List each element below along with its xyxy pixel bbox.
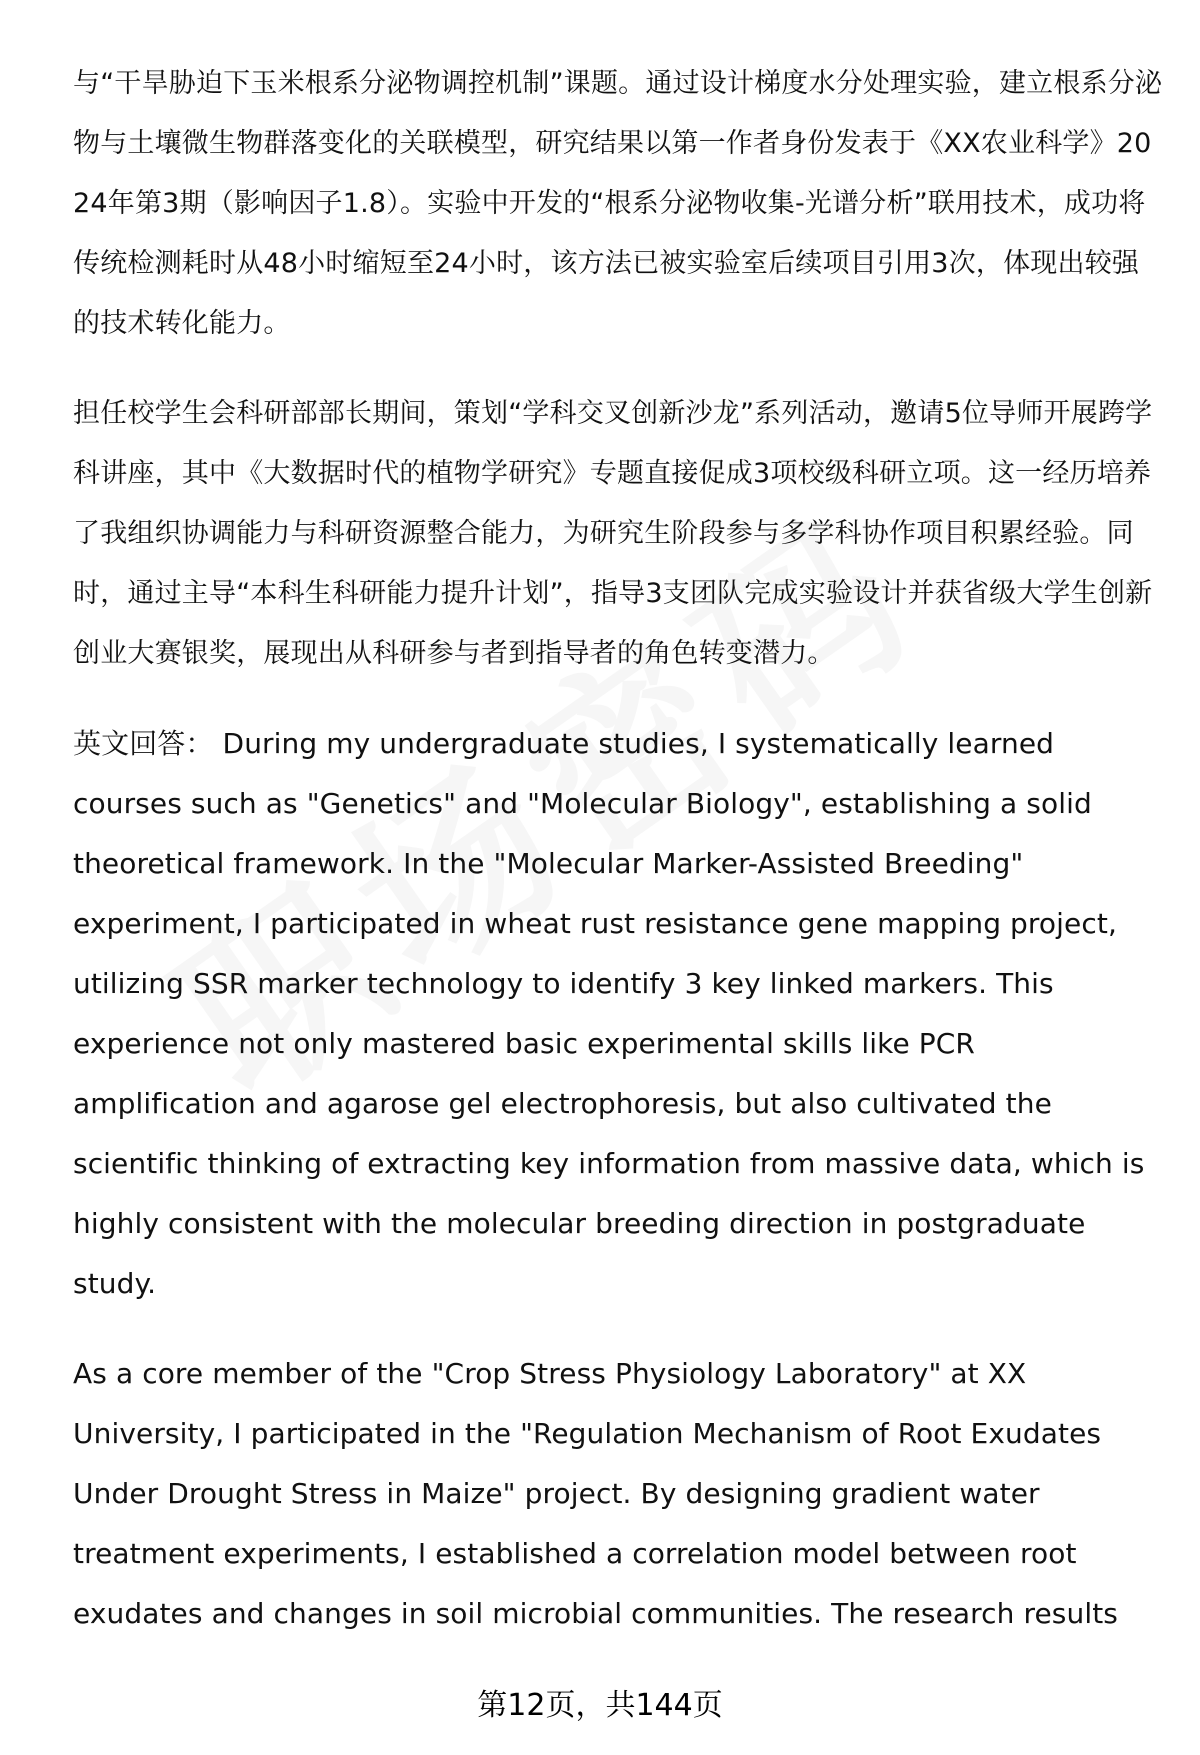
page-content	[73, 54, 1163, 1644]
page-footer	[0, 1686, 1200, 1726]
paragraph-cn-research: 与“干旱胁迫下玉米根系分泌物调控机制”课题。通过设计梯度水分处理实验，建立根系分泌物与土壤微生物群落变化的关联模型，研究结果以第一作者身份发表于《XX农业科学》2024年第3期（影响因子1.8）。实验中开发的“根系分泌物收集-光谱分析”联用技术，成功将传统检测耗时从48小时缩短至24小时，该方法已被实验室后续项目引用3次，体现出较强的技术转化能力。	[73, 68, 1163, 339]
paragraph-en-undergraduate	[73, 714, 1163, 1314]
paragraph-en-laboratory: As a core member of the "Crop Stress Physiology Laboratory" at XX University, I participated in the "Regulation Mechanism of Root Exudates Under Drought Stress in Maize" project. By designing gradient water treatment experiments, I established a correlation model between root exudates and changes in soil microbial communities. The research results	[73, 1357, 1118, 1630]
english-answer-text-1: During my undergraduate studies, I systematically learned courses such as "Genetics" and "Molecular Biology", establishing a solid theoretical framework. In the "Molecular Marker-Assisted Breeding" experiment, I participated in wheat rust resistance gene mapping project, utilizing SSR marker technology to identify 3 key linked markers. This experience not only mastered basic experimental skills like PCR amplification and agarose gel electrophoresis, but also cultivated the scientific thinking of extracting key information from massive data, which is highly consistent with the molecular breeding direction in postgraduate study.	[73, 727, 1145, 1300]
page-number: 第12页，共144页	[477, 1688, 723, 1723]
english-answer-label: 英文回答：	[73, 727, 214, 760]
paragraph-cn-leadership: 担任校学生会科研部部长期间，策划“学科交叉创新沙龙”系列活动，邀请5位导师开展跨学科讲座，其中《大数据时代的植物学研究》专题直接促成3项校级科研立项。这一经历培养了我组织协调能力与科研资源整合能力，为研究生阶段参与多学科协作项目积累经验。同时，通过主导“本科生科研能力提升计划”，指导3支团队完成实验设计并获省级大学生创新创业大赛银奖，展现出从科研参与者到指导者的角色转变潜力。	[73, 398, 1153, 669]
